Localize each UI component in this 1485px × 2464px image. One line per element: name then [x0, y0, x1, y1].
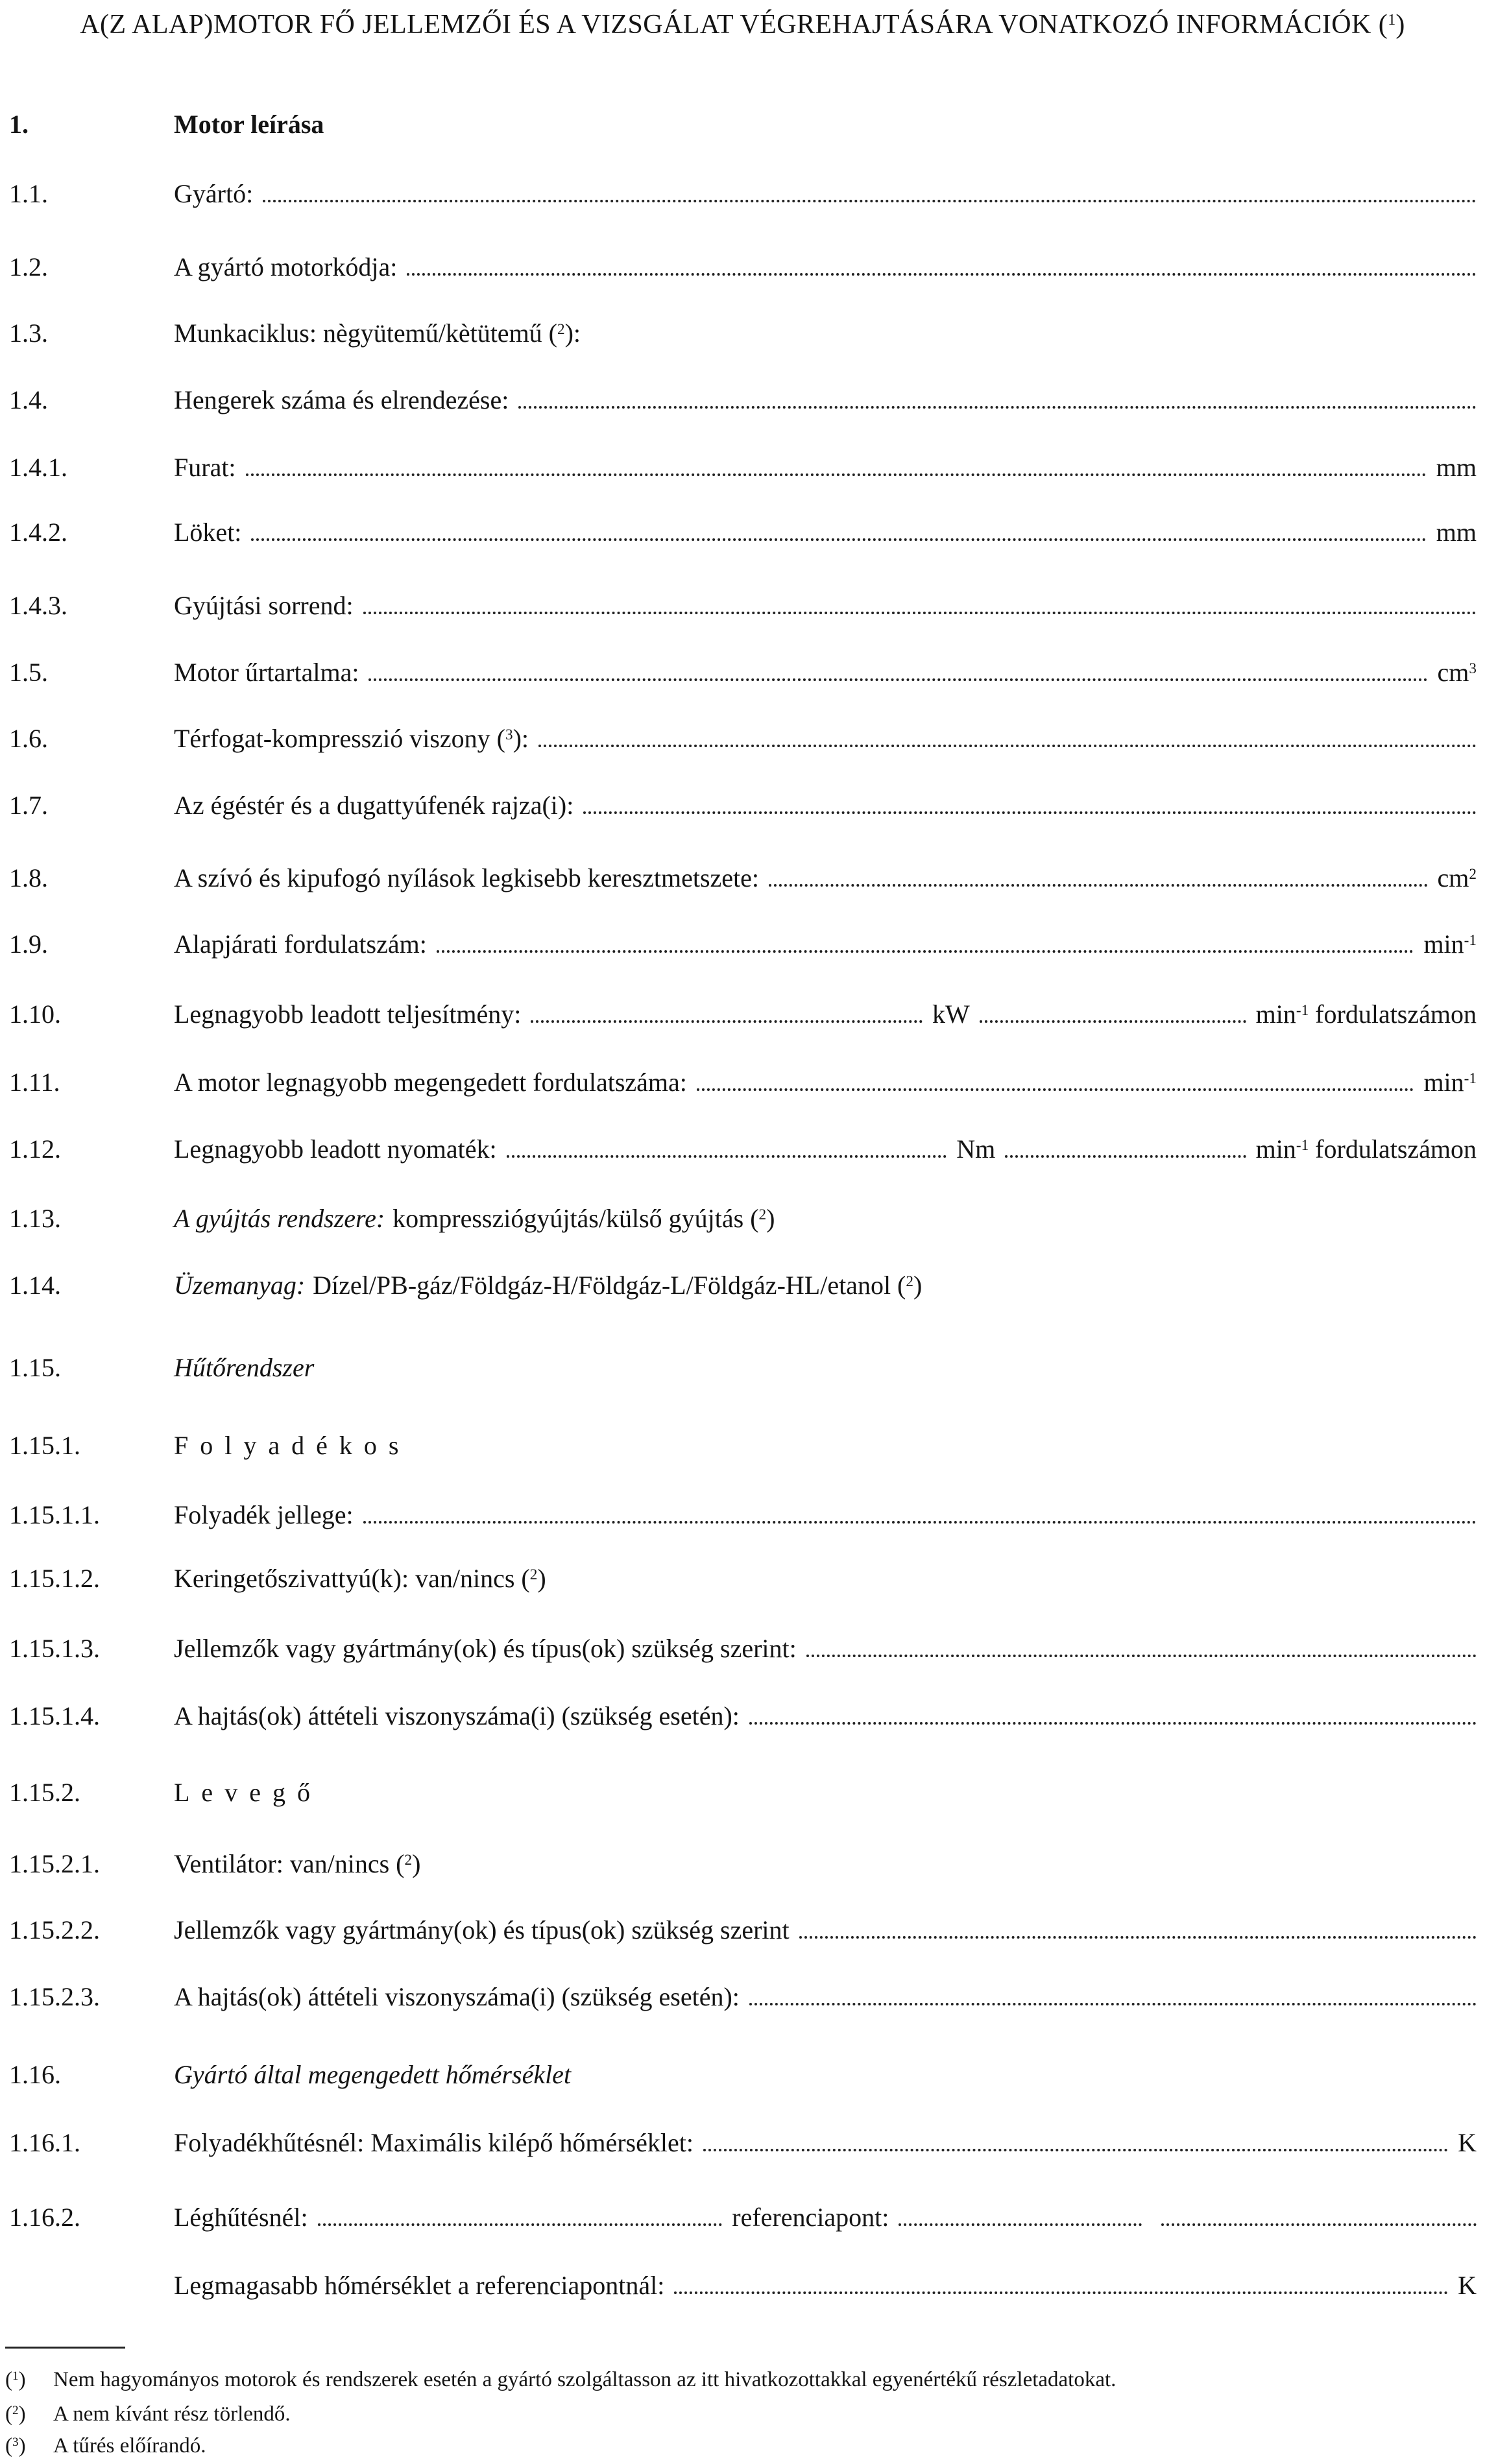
- dotted-leader: [749, 1717, 1477, 1725]
- item-content: [174, 2127, 1477, 2159]
- item-text-run: Térfogat-kompresszió viszony (: [174, 724, 505, 753]
- item-number: 1.5.: [9, 658, 48, 687]
- item-number: 1.13.: [9, 1204, 61, 1233]
- dotted-leader: [363, 1516, 1477, 1524]
- item-content: [174, 863, 1477, 894]
- item-number: 1.10.: [9, 999, 61, 1029]
- item-text: [174, 1270, 305, 1301]
- item-text-run: A hajtás(ok) áttételi viszonyszáma(i) (szükség esetén):: [174, 1701, 740, 1730]
- item-text: [932, 999, 970, 1030]
- dotted-leader: [507, 1150, 947, 1158]
- dotted-leader: [703, 2144, 1448, 2151]
- item-text-run: referenciapont:: [732, 2203, 889, 2232]
- dotted-leader: [583, 806, 1477, 814]
- item-text-run: Levegő: [174, 1778, 322, 1807]
- item-text-tail: ): [412, 1849, 421, 1878]
- item-text-run: Legnagyobb leadott nyomaték:: [174, 1134, 497, 1164]
- dotted-leader: [368, 673, 1427, 681]
- item-content: [174, 1848, 1477, 1880]
- dotted-leader: [518, 401, 1477, 409]
- form-item-1.1: [0, 178, 1485, 209]
- item-text-run: min: [1255, 999, 1296, 1029]
- item-text-run: A gyártó motorkódja:: [174, 252, 398, 281]
- item-content: [174, 1203, 1477, 1234]
- item-text: [1256, 1134, 1477, 1165]
- item-content: [174, 109, 1477, 140]
- superscript: 2: [906, 1273, 913, 1290]
- dotted-leader: [769, 879, 1428, 887]
- item-text-run: Jellemzők vagy gyártmány(ok) és típus(ok) szükség szerint: [174, 1915, 790, 1944]
- dotted-leader: [674, 2286, 1448, 2294]
- form-item-1.13: [0, 1203, 1485, 1234]
- superscript: -1: [1296, 1001, 1309, 1019]
- page-title: [0, 9, 1485, 40]
- item-text-run: Hengerek száma és elrendezése:: [174, 385, 509, 414]
- item-text-run: Legnagyobb leadott teljesítmény:: [174, 999, 522, 1029]
- item-number: 1.16.: [9, 2060, 61, 2089]
- item-text-run: mm: [1436, 518, 1477, 547]
- item-content: [174, 2202, 1477, 2233]
- item-text: [174, 2127, 694, 2159]
- item-text: [174, 109, 324, 140]
- form-item-1.16.2: [0, 2202, 1485, 2233]
- item-number: 1.9.: [9, 929, 48, 959]
- item-content: [174, 1067, 1477, 1098]
- item-text-tail: ): [1395, 10, 1405, 40]
- form-item-1.12: [0, 1134, 1485, 1165]
- form-item-1.2: [0, 252, 1485, 283]
- form-item-1.14: [0, 1270, 1485, 1301]
- item-number: 1.4.1.: [9, 453, 67, 482]
- dotted-leader: [538, 739, 1477, 747]
- form-item-continued: [0, 2270, 1485, 2301]
- item-text-tail: ):: [513, 724, 529, 753]
- item-text: [174, 863, 759, 894]
- form-item-1: [0, 109, 1485, 140]
- item-number: 1.4.3.: [9, 591, 67, 620]
- item-content: [174, 590, 1477, 621]
- item-number: 1.15.2.: [9, 1778, 80, 1807]
- form-item-1.10: [0, 999, 1485, 1030]
- item-text-tail: fordulatszámon: [1309, 999, 1477, 1029]
- item-content: [174, 452, 1477, 483]
- superscript: 2: [1469, 865, 1477, 883]
- item-text: [174, 252, 397, 283]
- item-content: [174, 790, 1477, 821]
- item-text: [1458, 2127, 1477, 2159]
- item-content: [174, 1270, 1477, 1301]
- dotted-leader: [1005, 1150, 1246, 1158]
- form-item-1.15.2: [0, 1777, 1485, 1808]
- item-text: [174, 1633, 797, 1664]
- item-text-run: Gyújtási sorrend:: [174, 591, 354, 620]
- item-text-run: Az égéstér és a dugattyúfenék rajza(i):: [174, 791, 574, 820]
- item-text: [732, 2202, 889, 2233]
- dotted-leader: [246, 468, 1427, 476]
- item-text-run: A hajtás(ok) áttételi viszonyszáma(i) (szükség esetén):: [174, 1982, 740, 2011]
- item-number: 1.4.2.: [9, 518, 67, 547]
- item-text-run: Alapjárati fordulatszám:: [174, 929, 427, 959]
- item-content: [174, 1352, 1477, 1383]
- item-content: [174, 178, 1477, 209]
- item-text: [174, 1203, 385, 1234]
- item-number: 1.15.1.3.: [9, 1634, 100, 1663]
- item-number: 1.: [9, 110, 29, 139]
- dotted-leader: [799, 1931, 1477, 1939]
- item-text: [392, 1203, 775, 1234]
- form-item-1.15: [0, 1352, 1485, 1383]
- item-text-run: Motor leírása: [174, 110, 324, 139]
- item-text: [1458, 2270, 1477, 2301]
- item-text: [174, 1134, 497, 1165]
- item-number: 1.15.1.1.: [9, 1500, 100, 1529]
- item-text-run: cm: [1437, 863, 1469, 892]
- item-text: [1436, 452, 1477, 483]
- form-item-1.16: [0, 2059, 1485, 2090]
- item-text-tail: ): [537, 1564, 546, 1593]
- item-text-run: min: [1255, 1134, 1296, 1164]
- dotted-leader: [263, 195, 1477, 202]
- item-text: [80, 10, 1405, 40]
- footnote-marker: (2): [5, 2402, 26, 2426]
- item-text: [1256, 999, 1477, 1030]
- item-number: 1.16.2.: [9, 2203, 80, 2232]
- item-text: [174, 590, 354, 621]
- item-number: 1.15.2.2.: [9, 1915, 100, 1944]
- footnote-text: A tűrés előírandó.: [53, 2434, 206, 2458]
- item-number: 1.11.: [9, 1068, 60, 1097]
- dotted-leader: [251, 533, 1426, 541]
- item-content: [174, 252, 1477, 283]
- item-text-run: Folyadékos: [174, 1431, 411, 1460]
- item-text: [1423, 1067, 1477, 1098]
- item-text: [174, 2270, 664, 2301]
- dotted-leader: [806, 1649, 1477, 1657]
- form-item-1.11: [0, 1067, 1485, 1098]
- item-text-run: mm: [1436, 453, 1477, 482]
- item-content: [174, 929, 1477, 960]
- item-text-run: Üzemanyag:: [174, 1271, 306, 1300]
- item-text-tail: ):: [564, 318, 581, 348]
- item-text-run: Hűtőrendszer: [174, 1353, 315, 1382]
- item-text: [1438, 863, 1477, 894]
- item-number: 1.15.1.4.: [9, 1701, 100, 1730]
- item-text: [174, 1777, 322, 1808]
- dotted-leader: [980, 1015, 1246, 1023]
- superscript: 3: [1469, 660, 1477, 677]
- superscript: 2: [404, 1851, 413, 1869]
- item-text-run: K: [1458, 2271, 1477, 2300]
- item-text-run: min: [1423, 929, 1464, 959]
- item-content: [174, 2270, 1477, 2301]
- form-item-1.9: [0, 929, 1485, 960]
- item-number: 1.12.: [9, 1134, 61, 1164]
- dotted-leader: [407, 268, 1477, 276]
- form-item-1.15.1: [0, 1430, 1485, 1461]
- item-number: 1.4.: [9, 385, 48, 414]
- superscript: 3: [12, 2435, 19, 2450]
- item-text-run: Munkaciklus: nègyütemű/kètütemű (: [174, 318, 557, 348]
- footnote-3: [0, 2434, 1485, 2459]
- form-item-1.15.2.2: [0, 1915, 1485, 1946]
- item-text: [1438, 657, 1477, 688]
- form-item-1.3: [0, 318, 1485, 349]
- item-text: [174, 723, 529, 754]
- item-number: 1.14.: [9, 1271, 61, 1300]
- item-text: [174, 2059, 571, 2090]
- item-content: [174, 1915, 1477, 1946]
- item-text-run: A gyújtás rendszere:: [174, 1204, 385, 1233]
- item-content: [174, 1500, 1477, 1531]
- item-content: [174, 1563, 1477, 1594]
- superscript: 1: [1388, 11, 1396, 29]
- footnote-separator: [5, 2347, 125, 2349]
- dotted-leader: [899, 2218, 1141, 2226]
- item-content: [174, 657, 1477, 688]
- item-text: [174, 1915, 790, 1946]
- item-text-run: Léghűtésnél:: [174, 2203, 308, 2232]
- item-content: [174, 318, 1477, 349]
- footnote-text: A nem kívánt rész törlendő.: [53, 2402, 291, 2426]
- form-item-1.16.1: [0, 2127, 1485, 2159]
- superscript: 2: [557, 320, 565, 338]
- dotted-leader: [437, 945, 1414, 953]
- item-number: 1.6.: [9, 724, 48, 753]
- item-number: 1.2.: [9, 252, 48, 281]
- dotted-leader: [363, 606, 1477, 614]
- superscript: 2: [758, 1206, 767, 1223]
- item-content: [174, 723, 1477, 754]
- item-text-run: Folyadék jellege:: [174, 1500, 354, 1529]
- item-text-run: Dízel/PB-gáz/Földgáz-H/Földgáz-L/Földgáz-HL/etanol (: [313, 1271, 906, 1300]
- item-text: [174, 178, 253, 209]
- superscript: 3: [505, 726, 513, 743]
- item-text-tail: fordulatszámon: [1309, 1134, 1477, 1164]
- form-item-1.6: [0, 723, 1485, 754]
- item-number: 1.15.1.2.: [9, 1564, 100, 1593]
- item-text-run: Keringetőszivattyú(k): van/nincs (: [174, 1564, 530, 1593]
- dotted-leader: [1161, 2218, 1477, 2226]
- superscript: 2: [529, 1566, 538, 1583]
- superscript: -1: [1464, 931, 1477, 949]
- item-text-run: Furat:: [174, 453, 236, 482]
- item-text: [174, 1500, 354, 1531]
- item-text-run: K: [1458, 2128, 1477, 2157]
- item-text: [313, 1270, 922, 1301]
- item-text: [174, 790, 573, 821]
- item-text: [174, 929, 427, 960]
- item-text: [174, 1067, 687, 1098]
- item-text-run: A szívó és kipufogó nyílások legkisebb keresztmetszete:: [174, 863, 760, 892]
- item-content: [174, 1981, 1477, 2013]
- item-text-tail: ): [766, 1204, 775, 1233]
- dotted-leader: [531, 1015, 923, 1023]
- dotted-leader: [697, 1083, 1414, 1091]
- item-text: [174, 1848, 420, 1880]
- form-item-1.15.2.1: [0, 1848, 1485, 1880]
- item-content: [174, 1701, 1477, 1732]
- item-text-run: A(Z ALAP)MOTOR FŐ JELLEMZŐI ÉS A VIZSGÁLAT VÉGREHAJTÁSÁRA VONATKOZÓ INFORMÁCIÓK (: [80, 10, 1388, 40]
- form-item-1.7: [0, 790, 1485, 821]
- item-text-run: Legmagasabb hőmérséklet a referenciapontnál:: [174, 2271, 665, 2300]
- item-text: [174, 1981, 740, 2013]
- item-number: 1.15.2.1.: [9, 1849, 100, 1878]
- dotted-leader: [749, 1998, 1477, 2005]
- item-number: 1.3.: [9, 318, 48, 348]
- item-content: [174, 1430, 1477, 1461]
- dotted-leader: [318, 2218, 723, 2226]
- item-content: [174, 2059, 1477, 2090]
- item-text-run: Nm: [956, 1134, 996, 1164]
- item-text-run: min: [1423, 1068, 1464, 1097]
- form-item-1.15.1.3: [0, 1633, 1485, 1664]
- item-text-run: Löket:: [174, 518, 242, 547]
- item-text-run: kompressziógyújtás/külső gyújtás (: [392, 1204, 759, 1233]
- item-text-run: Gyártó által megengedett hőmérséklet: [174, 2060, 572, 2089]
- item-text: [1423, 929, 1477, 960]
- item-text-tail: ): [913, 1271, 923, 1300]
- footnote-1: [0, 2367, 1485, 2393]
- item-text: [174, 1563, 546, 1594]
- item-text-run: Motor űrtartalma:: [174, 658, 359, 687]
- form-item-1.15.1.2: [0, 1563, 1485, 1594]
- form-item-1.4.2: [0, 517, 1485, 548]
- item-content: [174, 999, 1477, 1030]
- footnote-text: Nem hagyományos motorok és rendszerek esetén a gyártó szolgáltasson az itt hivatkozottakkal egyenértékű részletadatokat.: [53, 2368, 1117, 2391]
- form-item-1.15.1.1: [0, 1500, 1485, 1531]
- item-text-run: A motor legnagyobb megengedett fordulatszáma:: [174, 1068, 687, 1097]
- form-item-1.15.1.4: [0, 1701, 1485, 1732]
- item-text-run: Ventilátor: van/nincs (: [174, 1849, 405, 1878]
- item-content: [174, 1777, 1477, 1808]
- superscript: 1: [12, 2369, 19, 2384]
- form-item-1.5: [0, 657, 1485, 688]
- superscript: -1: [1464, 1070, 1477, 1087]
- item-text: [174, 385, 509, 416]
- form-item-1.15.2.3: [0, 1981, 1485, 2013]
- item-text: [174, 1701, 740, 1732]
- item-text: [174, 2202, 308, 2233]
- form-item-1.4.3: [0, 590, 1485, 621]
- superscript: -1: [1296, 1136, 1309, 1154]
- item-text-run: Folyadékhűtésnél: Maximális kilépő hőmérséklet:: [174, 2128, 694, 2157]
- item-text: [174, 1430, 410, 1461]
- item-number: 1.7.: [9, 791, 48, 820]
- item-text: [956, 1134, 995, 1165]
- item-text: [174, 517, 241, 548]
- superscript: 2: [12, 2404, 19, 2418]
- item-text-run: Jellemzők vagy gyártmány(ok) és típus(ok) szükség szerint:: [174, 1634, 797, 1663]
- item-number: 1.16.1.: [9, 2128, 80, 2157]
- item-text: [174, 1352, 314, 1383]
- item-text-run: cm: [1437, 658, 1469, 687]
- item-text-run: kW: [932, 999, 970, 1029]
- item-content: [174, 1134, 1477, 1165]
- item-text: [174, 657, 359, 688]
- item-text: [174, 999, 521, 1030]
- item-content: [174, 1633, 1477, 1664]
- item-number: 1.15.2.3.: [9, 1982, 100, 2011]
- item-text: [174, 318, 581, 349]
- item-number: 1.15.: [9, 1353, 61, 1382]
- footnote-marker: (1): [5, 2368, 26, 2391]
- footnote-2: [0, 2402, 1485, 2428]
- item-text-run: Gyártó:: [174, 179, 254, 208]
- item-content: [174, 517, 1477, 548]
- item-content: [174, 385, 1477, 416]
- item-number: 1.15.1.: [9, 1431, 80, 1460]
- form-item-1.4: [0, 385, 1485, 416]
- footnote-marker: (3): [5, 2434, 26, 2458]
- item-text: [1436, 517, 1477, 548]
- form-item-1.4.1: [0, 452, 1485, 483]
- item-number: 1.1.: [9, 179, 48, 208]
- item-number: 1.8.: [9, 863, 48, 892]
- item-text: [174, 452, 236, 483]
- form-item-1.8: [0, 863, 1485, 894]
